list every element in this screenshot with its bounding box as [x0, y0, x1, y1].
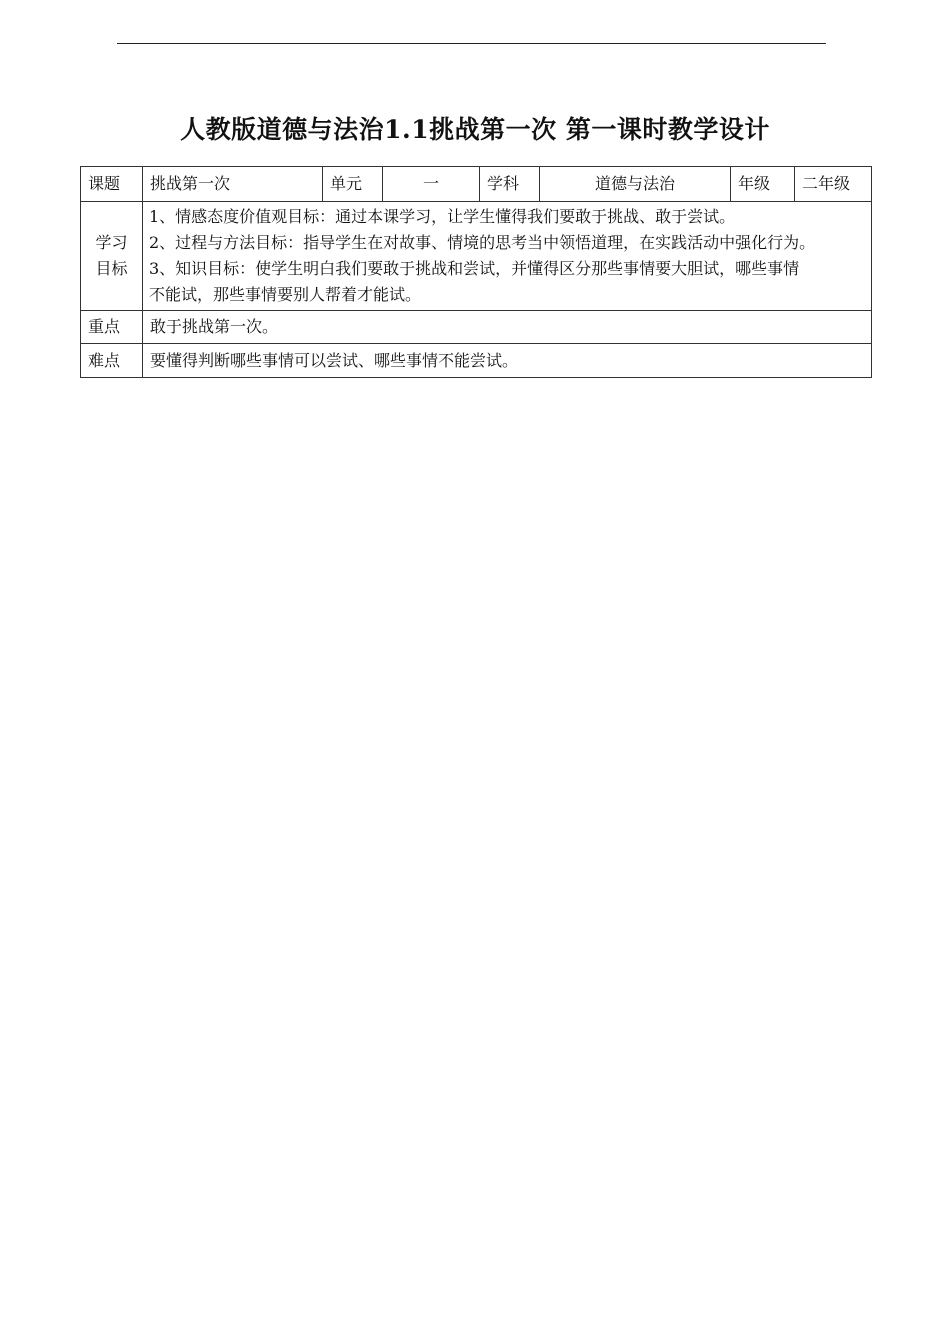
goal-line: 3、知识目标：使学生明白我们要敢于挑战和尝试，并懂得区分那些事情要大胆试，哪些事情	[149, 259, 800, 278]
goal-line: 2、过程与方法目标：指导学生在对故事、情境的思考当中领悟道理，在实践活动中强化行为。	[149, 233, 816, 252]
goal-line: 不能试，那些事情要别人帮着才能试。	[149, 285, 422, 304]
table-row-header	[81, 167, 872, 202]
unit-value: 一	[383, 167, 480, 202]
subject-label: 学科	[480, 167, 540, 202]
goals-content	[143, 202, 872, 311]
unit-label: 单元	[323, 167, 383, 202]
difficulty-value: 要懂得判断哪些事情可以尝试、哪些事情不能尝试。	[143, 344, 872, 378]
goals-label	[81, 202, 143, 311]
difficulty-label: 难点	[81, 344, 143, 378]
key-point-value: 敢于挑战第一次。	[143, 311, 872, 344]
topic-value: 挑战第一次	[143, 167, 323, 202]
topic-label: 课题	[81, 167, 143, 202]
lesson-design-table	[80, 166, 872, 378]
page-title: 人教版道德与法治1.1挑战第一次 第一课时教学设计	[180, 115, 770, 144]
key-point-label: 重点	[81, 311, 143, 344]
grade-label: 年级	[731, 167, 795, 202]
grade-value: 二年级	[795, 167, 872, 202]
header-rule	[117, 43, 826, 44]
table-row-goals	[81, 202, 872, 311]
subject-value: 道德与法治	[540, 167, 731, 202]
goal-line: 1、情感态度价值观目标：通过本课学习，让学生懂得我们要敢于挑战、敢于尝试。	[149, 207, 736, 226]
goals-label-line: 学习	[95, 233, 128, 252]
goals-label-line: 目标	[95, 259, 128, 278]
table-row-key-point	[81, 311, 872, 344]
table-row-difficulty	[81, 344, 872, 378]
